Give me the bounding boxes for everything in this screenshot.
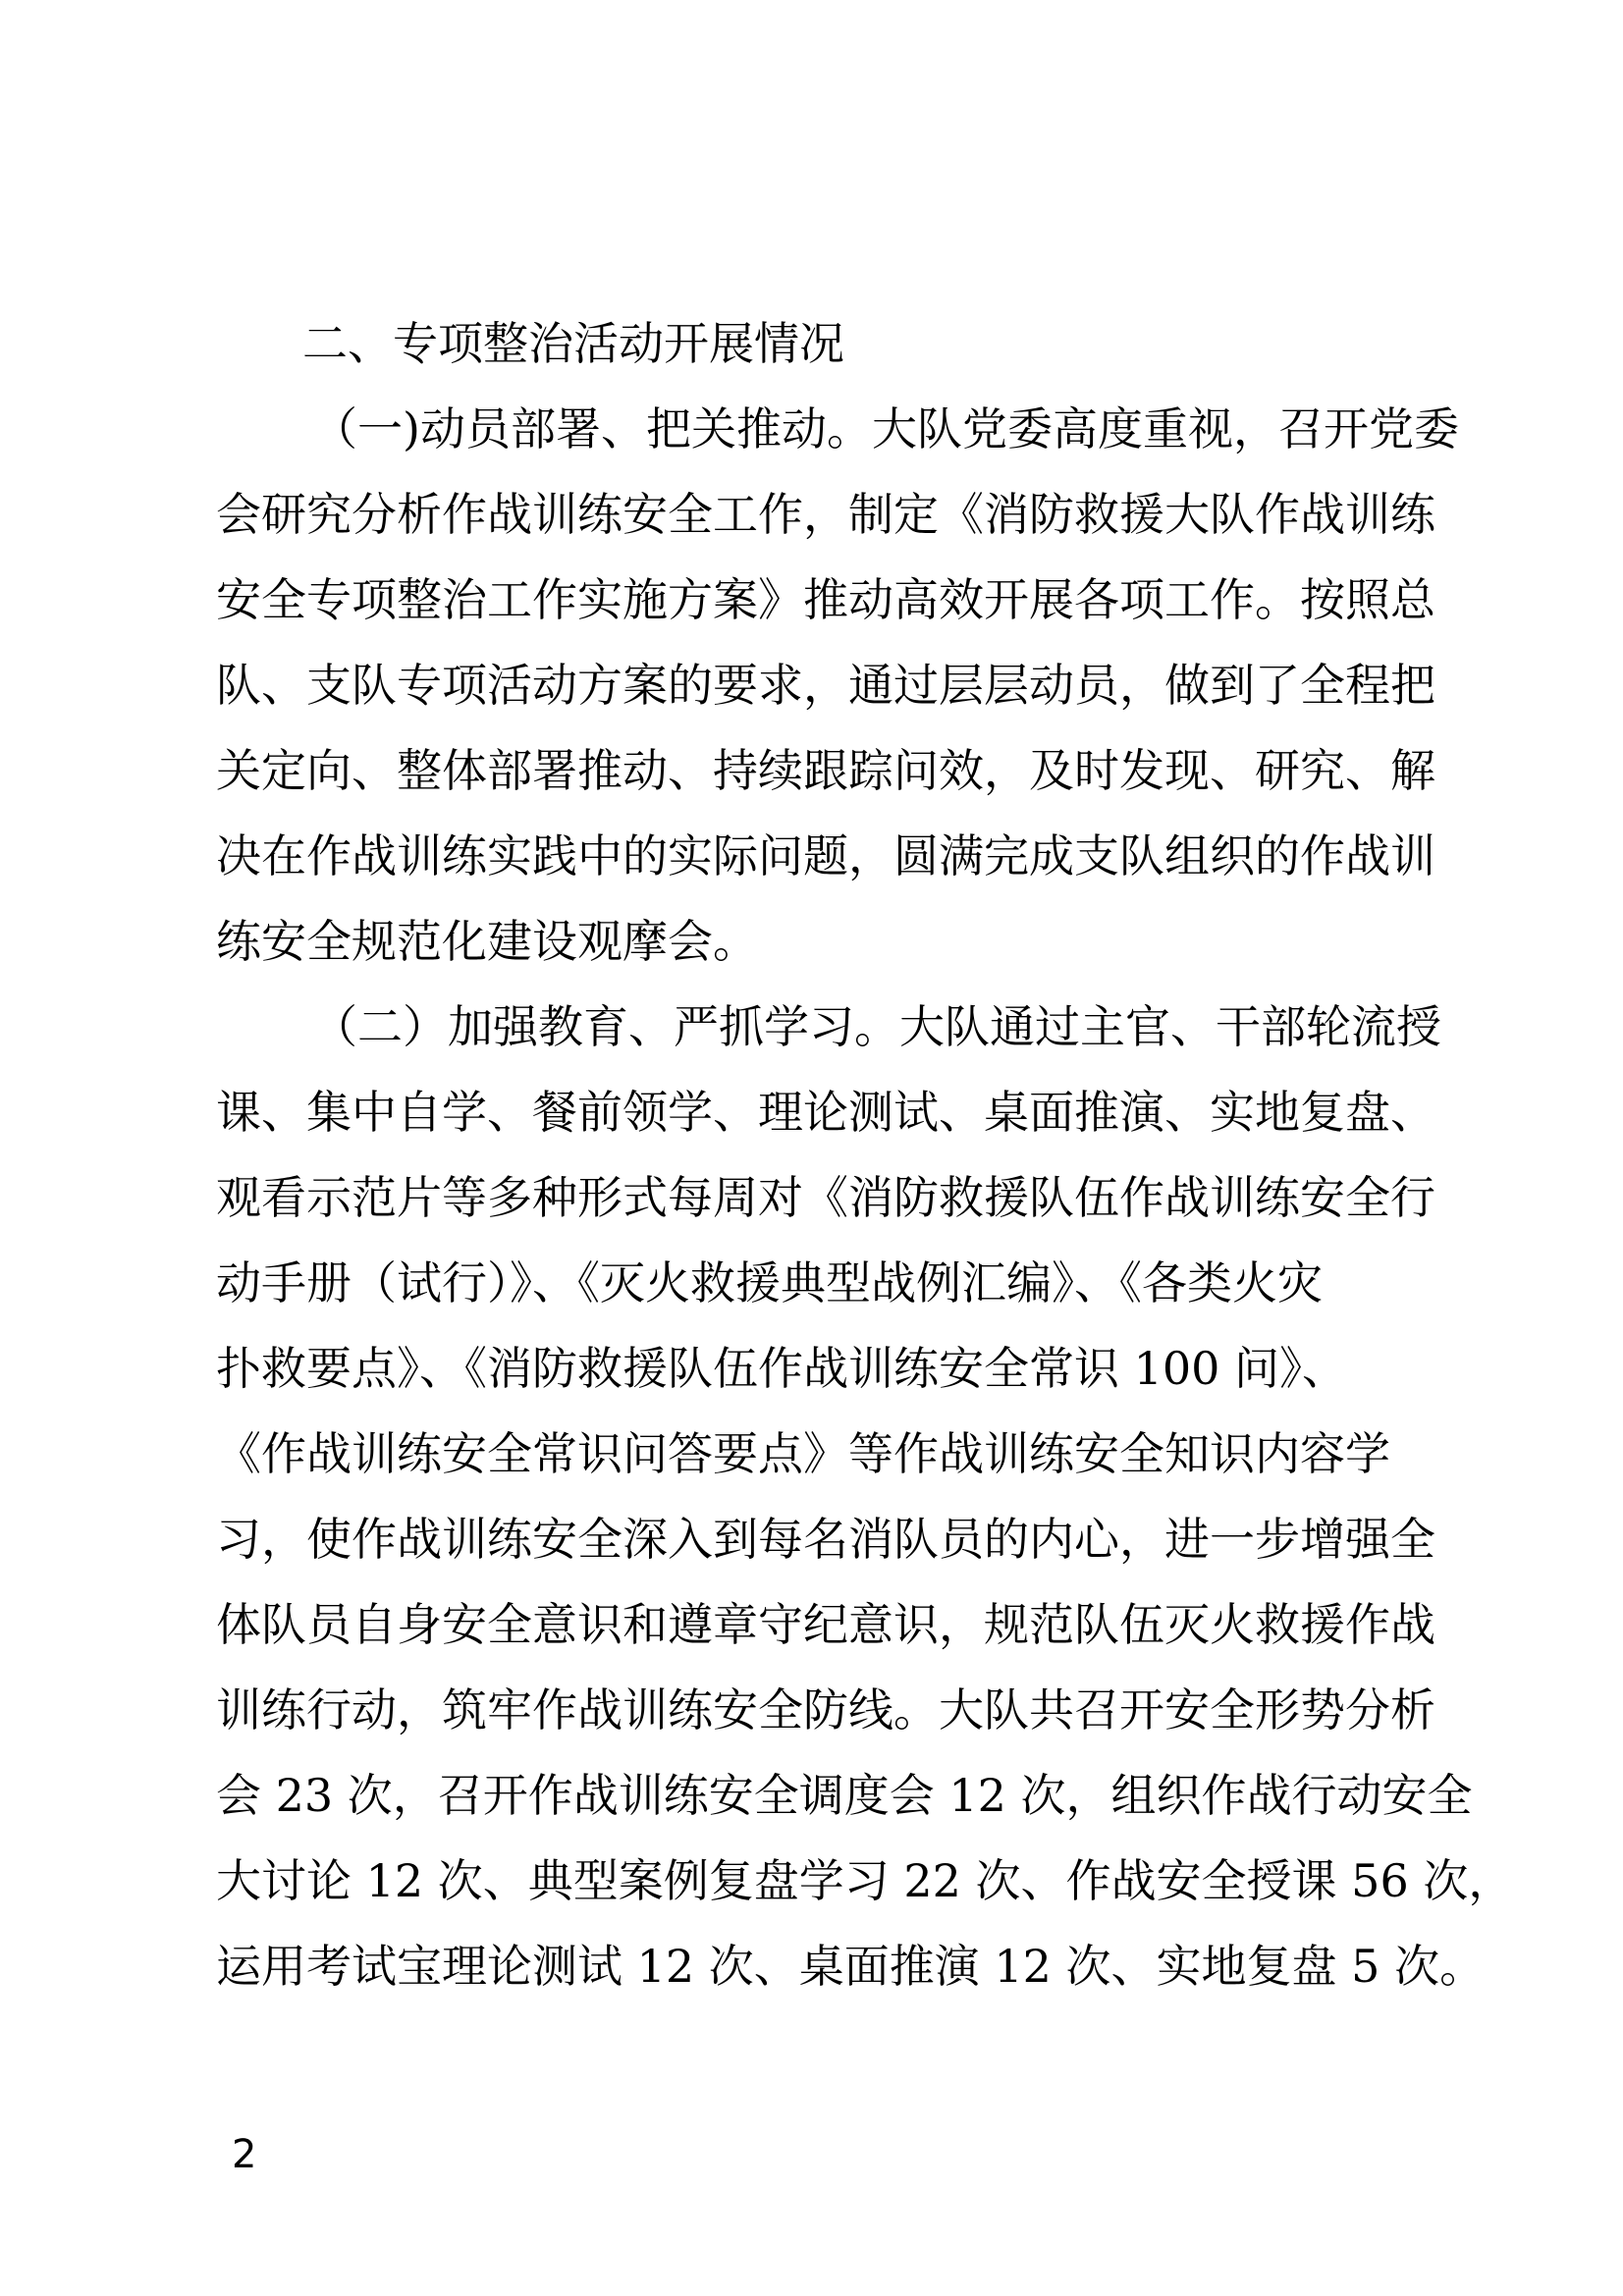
paragraph-line: 运用考试宝理论测试 12 次、桌面推演 12 次、实地复盘 5 次。 — [216, 1940, 1486, 1993]
paragraph-line: 决在作战训练实践中的实际问题，圆满完成支队组织的作战训 — [216, 829, 1435, 882]
paragraph-line: 体队员自身安全意识和遵章守纪意识，规范队伍灭火救援作战 — [216, 1598, 1435, 1651]
paragraph-line: 观看示范片等多种形式每周对《消防救援队伍作战训练安全行 — [216, 1171, 1435, 1224]
paragraph-line: 会研究分析作战训练安全工作，制定《消防救援大队作战训练 — [216, 488, 1435, 541]
paragraph-line: 训练行动，筑牢作战训练安全防线。大队共召开安全形势分析 — [216, 1683, 1435, 1736]
paragraph-line: （一)动员部署、把关推动。大队党委高度重视，召开党委 — [312, 402, 1459, 455]
paragraph-line: 会 23 次，召开作战训练安全调度会 12 次，组织作战行动安全 — [216, 1769, 1473, 1822]
paragraph-line: 《作战训练安全常识问答要点》等作战训练安全知识内容学 — [216, 1427, 1390, 1480]
paragraph-line: 动手册（试行）》、《灭火救援典型战例汇编》、《各类火灾 — [216, 1256, 1323, 1309]
section-heading: 二、专项整治活动开展情况 — [302, 317, 844, 370]
paragraph-line: 练安全规范化建设观摩会。 — [216, 915, 758, 968]
page-number: 2 — [232, 2132, 257, 2177]
paragraph-line: 队、支队专项活动方案的要求，通过层层动员，做到了全程把 — [216, 659, 1435, 712]
paragraph-line: 大讨论 12 次、典型案例复盘学习 22 次、作战安全授课 56 次， — [216, 1854, 1514, 1907]
paragraph-line: 关定向、整体部署推动、持续跟踪问效，及时发现、研究、解 — [216, 744, 1435, 797]
paragraph-line: 安全专项整治工作实施方案》推动高效开展各项工作。按照总 — [216, 573, 1435, 626]
paragraph-line: （二）加强教育、严抓学习。大队通过主官、干部轮流授 — [312, 1000, 1441, 1053]
paragraph-line: 习，使作战训练安全深入到每名消队员的内心，进一步增强全 — [216, 1513, 1435, 1566]
paragraph-line: 课、集中自学、餐前领学、理论测试、桌面推演、实地复盘、 — [216, 1086, 1435, 1139]
paragraph-line: 扑救要点》、《消防救援队伍作战训练安全常识 100 问》、 — [216, 1342, 1348, 1395]
